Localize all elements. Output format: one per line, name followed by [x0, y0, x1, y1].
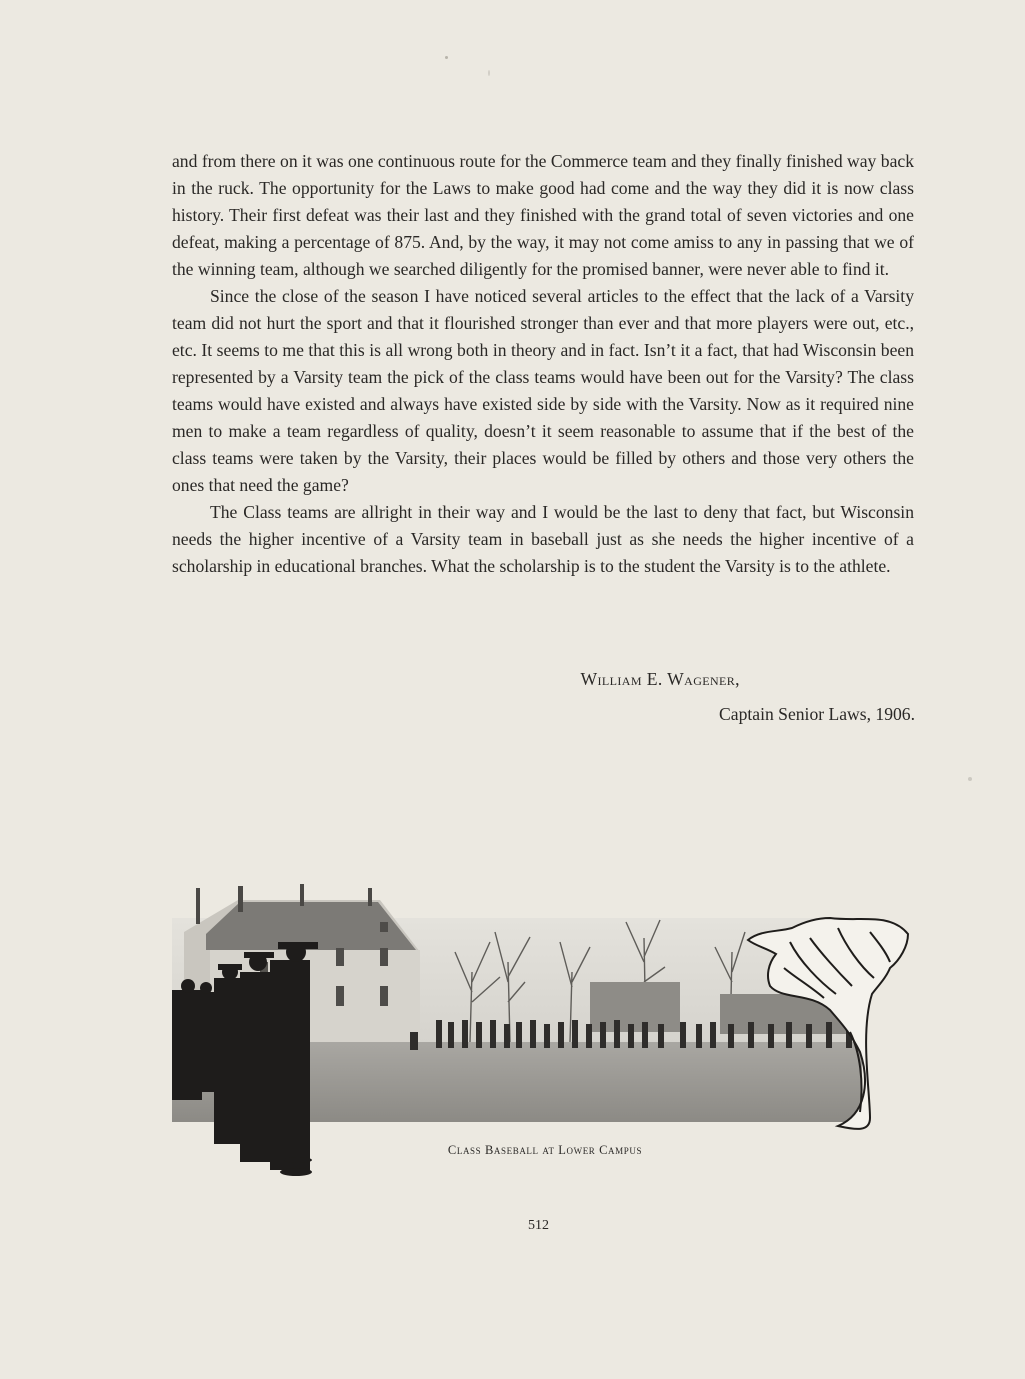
class-baseball-photo: [170, 882, 912, 1178]
paper-speck: [445, 56, 448, 59]
paragraph: Since the close of the season I have noticed several articles to the effect that the lack of a Varsity team did not hurt the sport and that it flourished stronger than ever and that more players were out, etc., etc. It seems to me that this is all wrong both in theory and in fact. Isn’t it a fact, that had Wisconsin been represented by a Varsity team the pick of the class teams would have been out for the Varsity? The class teams would have existed and always have existed side by side with the Varsity. Now as it required nine men to make a team regardless of quality, doesn’t it seem reasonable to assume that if the best of the class teams were taken by the Varsity, their places would be filled by others and those very others the ones that need the game?: [172, 286, 914, 495]
article-body: [172, 148, 914, 580]
paragraph: and from there on it was one continuous route for the Commerce team and they finally finished way back in the ruck. The opportunity for the Laws to make good had come and the way they did it is now class history. Their first defeat was their last and they finished with the grand total of seven victories and one defeat, making a percentage of 875. And, by the way, it may not come amiss to any in passing that we of the winning team, although we searched diligently for the promised banner, were never able to find it.: [172, 151, 914, 279]
signature-title: Captain Senior Laws, 1906.: [719, 704, 915, 724]
paragraph: The Class teams are allright in their way and I would be the last to deny that fact, but Wisconsin needs the higher incentive of a Varsity team in baseball just as she needs the higher incentive of a scholarship in educational branches. What the scholarship is to the student the Varsity is to the athlete.: [172, 502, 914, 576]
page-number: 512: [528, 1218, 549, 1233]
signature-name: William E. Wagener,: [580, 669, 740, 689]
paper-speck: [968, 777, 972, 781]
photo-caption: Class Baseball at Lower Campus: [447, 1143, 643, 1157]
paper-speck: [488, 70, 490, 76]
